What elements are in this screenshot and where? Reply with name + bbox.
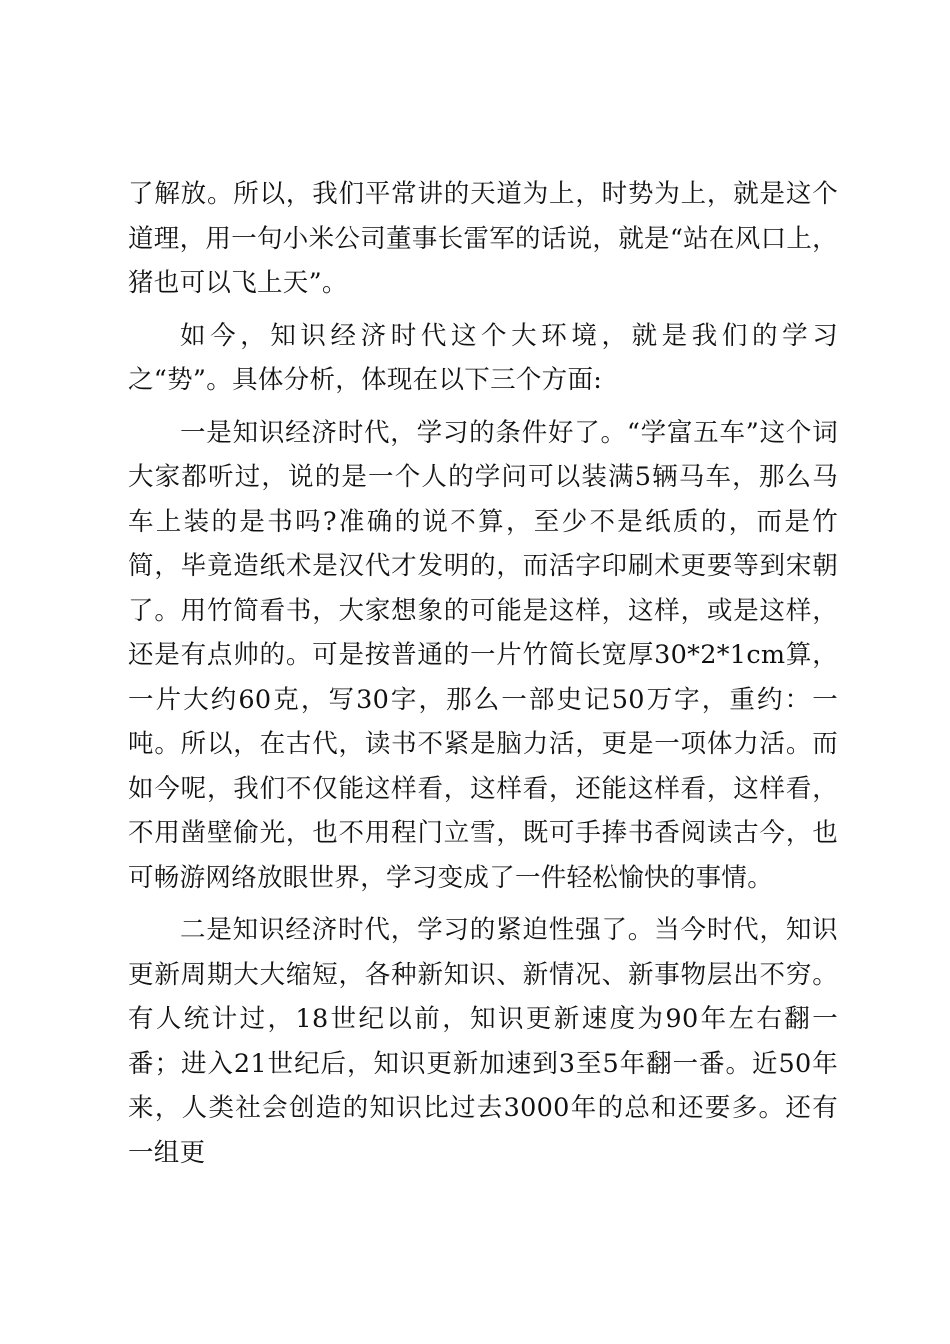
paragraph-learning-momentum: 如今，知识经济时代这个大环境，就是我们的学习之“势”。具体分析，体现在以下三个方面: [128,320,838,395]
paragraph-continuation: 了解放。所以，我们平常讲的天道为上，时势为上，就是这个道理，用一句小米公司董事长雷军的话说，就是“站在风口上，猪也可以飞上天”。 [128,179,838,298]
document-body [128,172,838,1175]
paragraph-learning-urgency: 二是知识经济时代，学习的紧迫性强了。当今时代，知识更新周期大大缩短，各种新知识、新情况、新事物层出不穷。有人统计过，18世纪以前，知识更新速度为90年左右翻一番；进入21世纪后，知识更新加速到3至5年翻一番。近50年来，人类社会创造的知识比过去3000年的总和还要多。还有一组更 [128,915,838,1168]
paragraph-learning-conditions: 一是知识经济时代，学习的条件好了。“学富五车”这个词大家都听过，说的是一个人的学问可以装满5辆马车，那么马车上装的是书吗?准确的说不算，至少不是纸质的，而是竹简，毕竟造纸术是汉代才发明的，而活字印刷术更要等到宋朝了。用竹简看书，大家想象的可能是这样，这样，或是这样，还是有点帅的。可是按普通的一片竹简长宽厚30*2*1cm算，一片大约60克，写30字，那么一部史记50万字，重约：一吨。所以，在古代，读书不紧是脑力活，更是一项体力活。而如今呢，我们不仅能这样看，这样看，还能这样看，这样看，不用凿壁偷光，也不用程门立雪，既可手捧书香阅读古今，也可畅游网络放眼世界，学习变成了一件轻松愉快的事情。 [128,417,838,893]
